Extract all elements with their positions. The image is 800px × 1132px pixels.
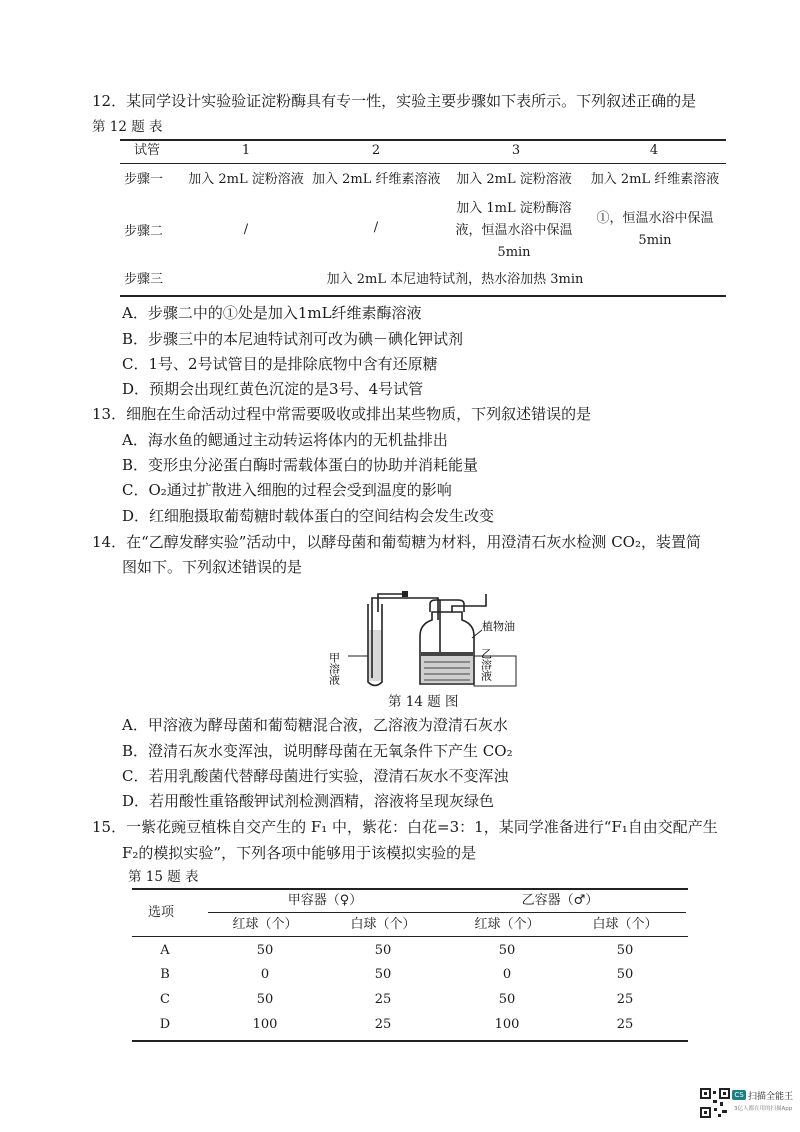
right-solution-label: 乙溶液 bbox=[479, 648, 493, 681]
q15-stem-line2: F₂的模拟实验”，下列各项中能够用于该模拟实验的是 bbox=[122, 844, 477, 862]
tube-clip bbox=[402, 591, 408, 597]
table-header-group: 甲容器（♀） bbox=[287, 893, 363, 908]
q12-option-d: D．预期会出现红黄色沉淀的是3号、4号试管 bbox=[122, 380, 424, 398]
table-cell: / bbox=[243, 222, 249, 237]
logo-name: 扫描全能王 bbox=[748, 1092, 794, 1102]
table-group-rule bbox=[208, 912, 686, 913]
table-cell: 50 bbox=[616, 967, 634, 982]
oil-layer bbox=[421, 652, 473, 656]
table-subheader: 白球（个） bbox=[592, 917, 658, 932]
scanner-logo bbox=[732, 1088, 796, 1118]
table-subheader: 红球（个） bbox=[232, 917, 298, 932]
table-cell: D bbox=[159, 1017, 171, 1032]
table-bottom-rule bbox=[132, 1040, 688, 1042]
table-cell: 25 bbox=[616, 992, 634, 1007]
q13-option-a: A．海水鱼的鳃通过主动转运将体内的无机盐排出 bbox=[122, 431, 448, 449]
table-header: 4 bbox=[649, 143, 659, 158]
q14-figure-caption: 第 14 题 图 bbox=[388, 694, 459, 710]
q14-stem-line1: 14．在“乙醇发酵实验”活动中，以酵母菌和葡萄糖为材料，用澄清石灰水检测 CO₂，装置简 bbox=[92, 533, 701, 551]
table-cell: 加入 2mL 纤维素溶液 bbox=[590, 172, 720, 187]
table-header-rule bbox=[120, 163, 726, 164]
q15-table-caption: 第 15 题 表 bbox=[128, 869, 199, 885]
q14-stem-line2: 图如下。下列叙述错误的是 bbox=[122, 558, 303, 576]
table-header: 3 bbox=[511, 143, 521, 158]
table-header: 试管 bbox=[134, 143, 161, 158]
table-cell: 加入 2mL 淀粉溶液 bbox=[456, 172, 572, 187]
q13-option-b: B．变形虫分泌蛋白酶时需载体蛋白的协助并消耗能量 bbox=[122, 456, 479, 474]
table-header-group: 乙容器（♂） bbox=[521, 893, 599, 908]
table-cell: 0 bbox=[260, 967, 270, 982]
logo-tagline: 3亿人都在用的扫描App bbox=[734, 1106, 793, 1112]
q14-option-a: A．甲溶液为酵母菌和葡萄糖混合液，乙溶液为澄清石灰水 bbox=[122, 716, 508, 734]
table-cell: 50 bbox=[256, 992, 274, 1007]
table-header: 2 bbox=[371, 143, 381, 158]
left-solution-fill bbox=[369, 630, 381, 681]
fermentation-apparatus-diagram bbox=[326, 590, 526, 690]
logo-mark: CS bbox=[732, 1090, 746, 1100]
table-cell: 液，恒温水浴中保温 bbox=[455, 223, 573, 238]
table-cell: C bbox=[160, 992, 170, 1007]
table-cell: 50 bbox=[374, 967, 392, 982]
table-row-label: 步骤二 bbox=[124, 224, 164, 239]
table-cell: 100 bbox=[252, 1017, 278, 1032]
table-cell-merged: 加入 2mL 本尼迪特试剂，热水浴加热 3min bbox=[326, 272, 584, 287]
q12-option-a: A．步骤二中的①处是加入1mL纤维素酶溶液 bbox=[122, 304, 422, 322]
right-solution-fill bbox=[421, 656, 473, 683]
table-cell: 50 bbox=[498, 992, 516, 1007]
table-cell: 25 bbox=[616, 1017, 634, 1032]
table-header: 1 bbox=[241, 143, 251, 158]
q14-option-c: C．若用乳酸菌代替酵母菌进行实验，澄清石灰水不变浑浊 bbox=[122, 767, 509, 785]
q12-option-b: B．步骤三中的本尼迪特试剂可改为碘－碘化钾试剂 bbox=[122, 330, 464, 348]
q12-option-c: C．1号、2号试管目的是排除底物中含有还原糖 bbox=[122, 355, 438, 373]
table-cell: ①，恒温水浴中保温 bbox=[596, 211, 714, 226]
qr-code-icon bbox=[700, 1088, 730, 1118]
q12-table-caption: 第 12 题 表 bbox=[92, 119, 163, 135]
table-cell: 100 bbox=[494, 1017, 520, 1032]
q14-option-b: B．澄清石灰水变浑浊，说明酵母菌在无氧条件下产生 CO₂ bbox=[122, 742, 513, 760]
table-row-label: 步骤一 bbox=[124, 172, 164, 187]
table-top-rule bbox=[132, 888, 688, 890]
table-cell: 加入 2mL 淀粉溶液 bbox=[188, 172, 304, 187]
left-solution-label: 甲溶液 bbox=[327, 652, 341, 685]
table-cell: 50 bbox=[616, 943, 634, 958]
bottle-outlet-tube bbox=[452, 594, 486, 612]
q15-stem-line1: 15．一紫花豌豆植株自交产生的 F₁ 中，紫花：白花=3：1，某同学准备进行“F₁自由交配产生 bbox=[92, 818, 718, 836]
table-cell: 5min bbox=[638, 233, 672, 248]
table-cell: B bbox=[160, 967, 170, 982]
table-cell: 5min bbox=[497, 245, 531, 260]
table-cell: 50 bbox=[498, 943, 516, 958]
q12-stem: 12．某同学设计实验验证淀粉酶具有专一性，实验主要步骤如下表所示。下列叙述正确的是 bbox=[92, 92, 697, 110]
q13-option-d: D．红细胞摄取葡萄糖时载体蛋白的空间结构会发生改变 bbox=[122, 507, 495, 525]
table-cell: 50 bbox=[256, 943, 274, 958]
oil-label: 植物油 bbox=[482, 620, 515, 633]
table-subheader: 白球（个） bbox=[350, 917, 416, 932]
q13-option-c: C．O₂通过扩散进入细胞的过程会受到温度的影响 bbox=[122, 481, 452, 499]
q14-option-d: D．若用酸性重铬酸钾试剂检测酒精，溶液将呈现灰绿色 bbox=[122, 792, 495, 810]
table-header: 选项 bbox=[148, 905, 175, 920]
table-subheader: 红球（个） bbox=[474, 917, 540, 932]
table-cell: 加入 2mL 纤维素溶液 bbox=[312, 172, 441, 187]
table-cell: 25 bbox=[374, 1017, 392, 1032]
table-cell: 25 bbox=[374, 992, 392, 1007]
table-cell: 加入 1mL 淀粉酶溶 bbox=[456, 201, 572, 216]
table-row-label: 步骤三 bbox=[124, 272, 164, 287]
table-cell: A bbox=[160, 943, 170, 958]
table-cell: 0 bbox=[502, 967, 512, 982]
table-cell: 50 bbox=[374, 943, 392, 958]
table-bottom-rule bbox=[120, 295, 726, 297]
table-header-rule bbox=[132, 936, 688, 937]
table-cell: / bbox=[373, 220, 379, 235]
q13-stem: 13．细胞在生命活动过程中常需要吸收或排出某些物质，下列叙述错误的是 bbox=[92, 405, 592, 423]
